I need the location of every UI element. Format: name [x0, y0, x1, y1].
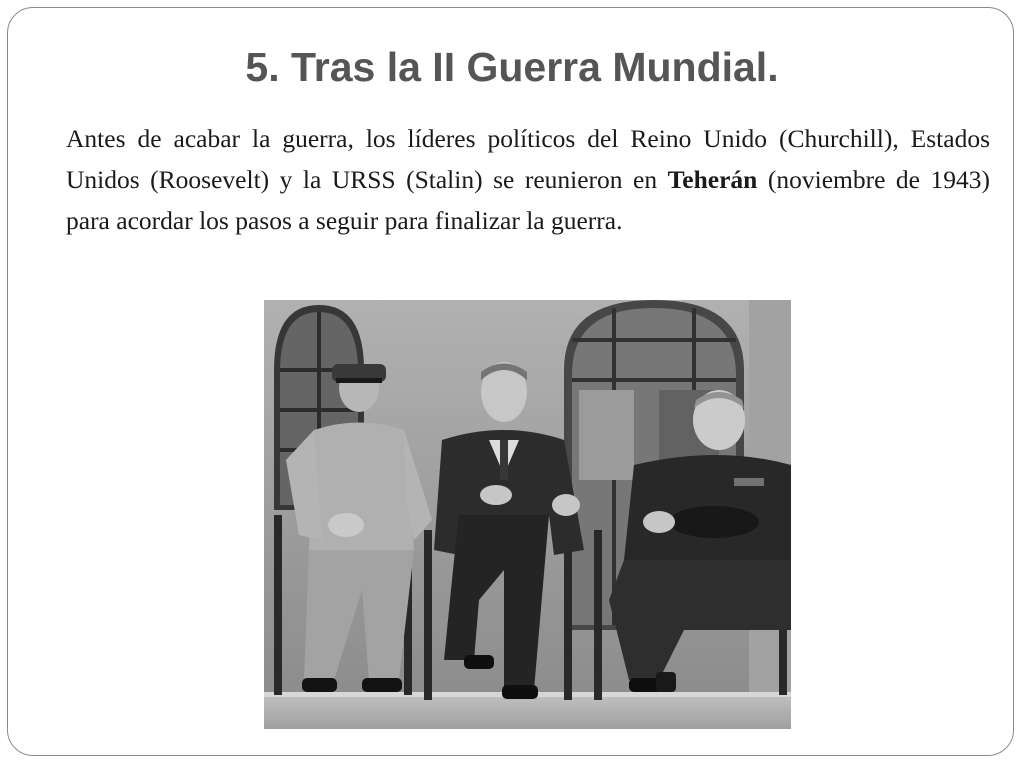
body-paragraph	[66, 118, 990, 241]
paragraph-text-before: Antes de acabar la guerra, los líderes políticos del Reino Unido (Churchill), Estados Unidos (Roosevelt) y la URSS (Stalin) se reunieron en	[66, 124, 990, 194]
photo-icon	[264, 300, 791, 729]
slide-title: 5. Tras la II Guerra Mundial.	[245, 44, 779, 90]
historical-photo	[264, 300, 791, 729]
paragraph-text-after: (noviembre de 1943) para acordar los pasos a seguir para finalizar la guerra.	[66, 165, 990, 235]
paragraph-bold-location: Teherán	[667, 165, 758, 194]
